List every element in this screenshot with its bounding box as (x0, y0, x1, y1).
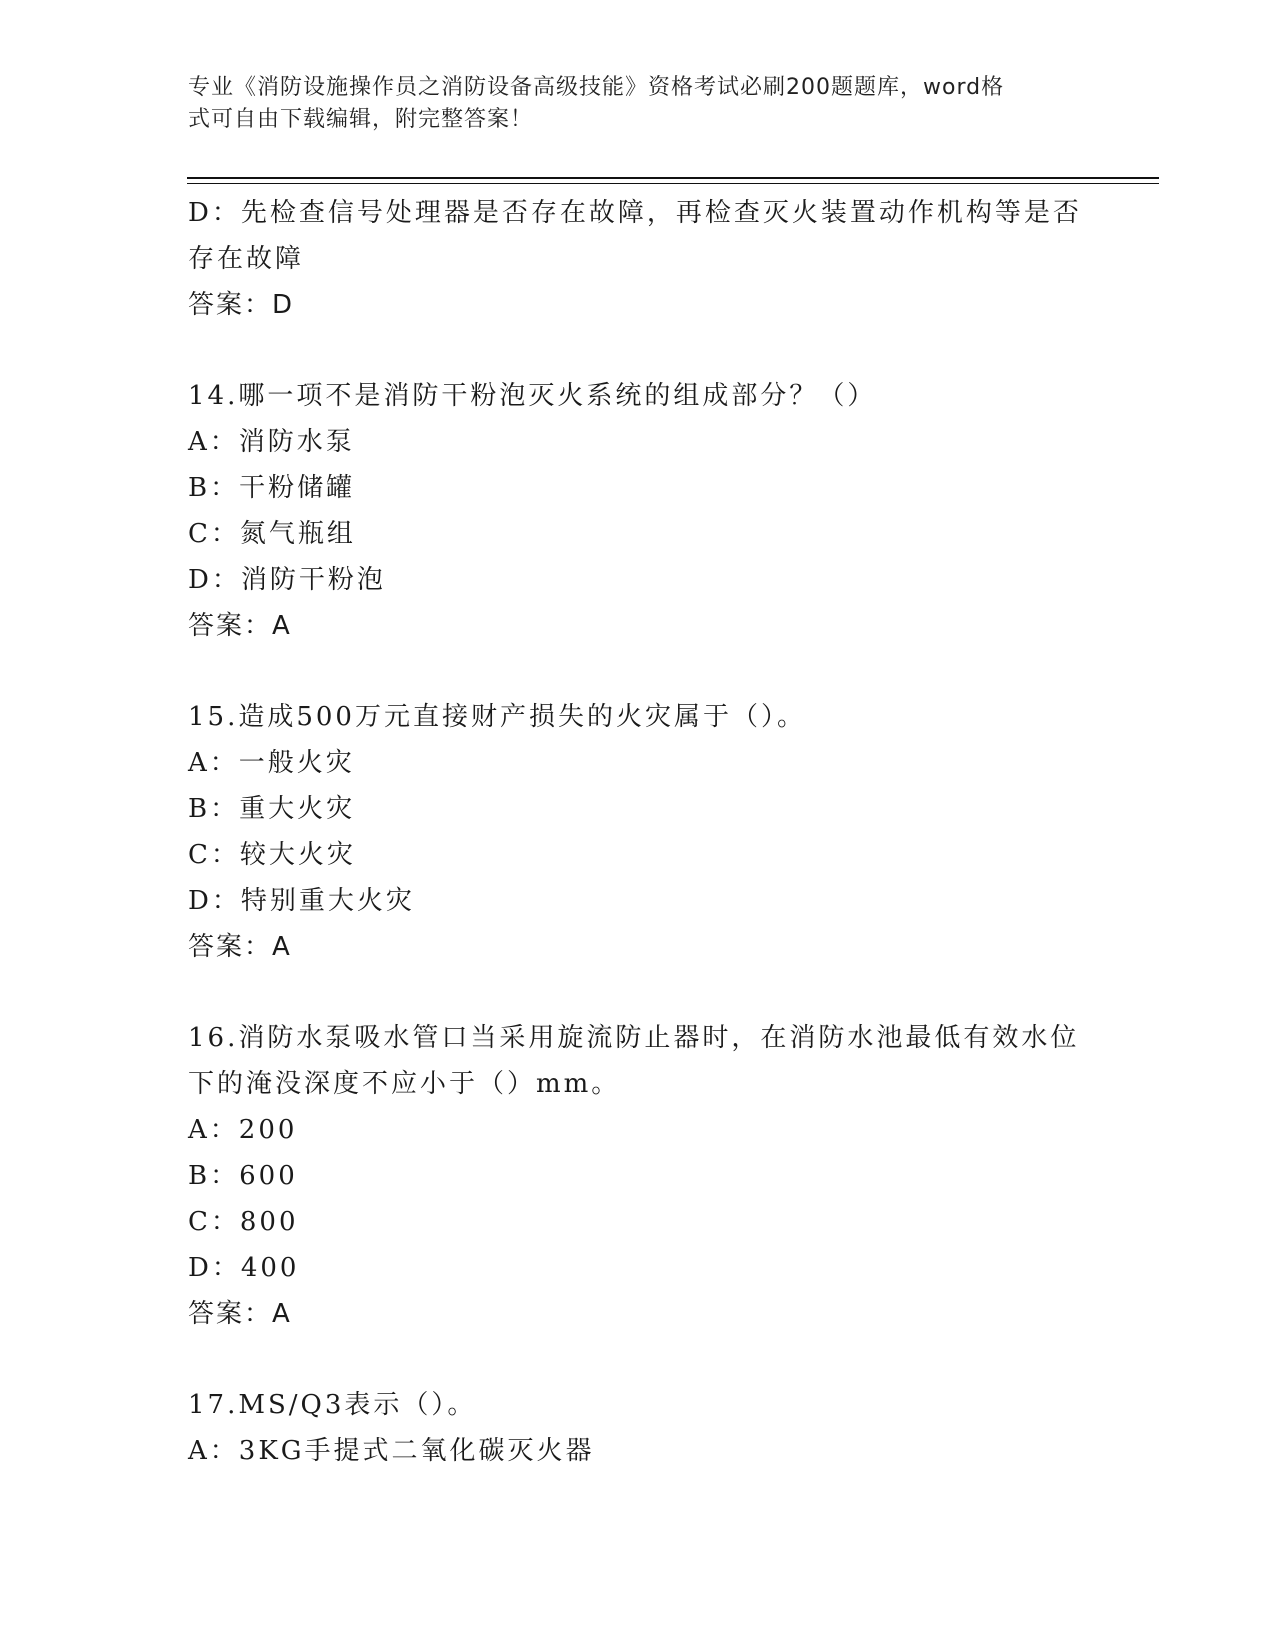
option-b: B：干粉储罐 (188, 473, 356, 503)
header-rule-thick (187, 177, 1159, 179)
header-rule-thin (187, 183, 1159, 184)
option-c: C：氮气瓶组 (188, 519, 356, 549)
question-14 (188, 373, 1088, 649)
option-d: D：消防干粉泡 (188, 565, 386, 595)
header-title-line-1: 专业《消防设施操作员之消防设备高级技能》资格考试必刷200题题库，word格 (188, 75, 1005, 100)
option-c: C：较大火灾 (188, 840, 356, 870)
option-d: D：特别重大火灾 (188, 886, 415, 916)
document-header (188, 72, 1088, 136)
question-stem-continued: 下的淹没深度不应小于（）mm。 (188, 1069, 621, 1099)
question-stem: 16.消防水泵吸水管口当采用旋流防止器时，在消防水池最低有效水位 (188, 1023, 1080, 1053)
option-d: D：400 (188, 1253, 300, 1283)
question-15 (188, 694, 1088, 970)
question-17 (188, 1382, 1088, 1474)
option-d-continued: 存在故障 (188, 244, 305, 274)
answer-line: 答案：A (188, 932, 292, 962)
question-16 (188, 1015, 1088, 1337)
question-stem: 14.哪一项不是消防干粉泡灭火系统的组成部分？（） (188, 381, 877, 411)
question-list (188, 190, 1088, 1474)
option-a: A：3KG手提式二氧化碳灭火器 (188, 1436, 595, 1466)
answer-line: 答案：A (188, 1299, 292, 1329)
answer-line: 答案：D (188, 290, 295, 320)
option-b: B：重大火灾 (188, 794, 356, 824)
option-a: A：200 (188, 1115, 298, 1145)
header-title-line-2: 式可自由下载编辑，附完整答案！ (188, 107, 534, 132)
answer-line: 答案：A (188, 611, 292, 641)
question-stem: 15.造成500万元直接财产损失的火灾属于（）。 (188, 702, 806, 732)
option-a: A：一般火灾 (188, 748, 355, 778)
option-d: D：先检查信号处理器是否存在故障，再检查灭火装置动作机构等是否 (188, 198, 1082, 228)
option-a: A：消防水泵 (188, 427, 355, 457)
option-b: B：600 (188, 1161, 298, 1191)
previous-question-tail (188, 190, 1088, 328)
question-stem: 17.MS/Q3表示（）。 (188, 1390, 477, 1420)
option-c: C：800 (188, 1207, 299, 1237)
